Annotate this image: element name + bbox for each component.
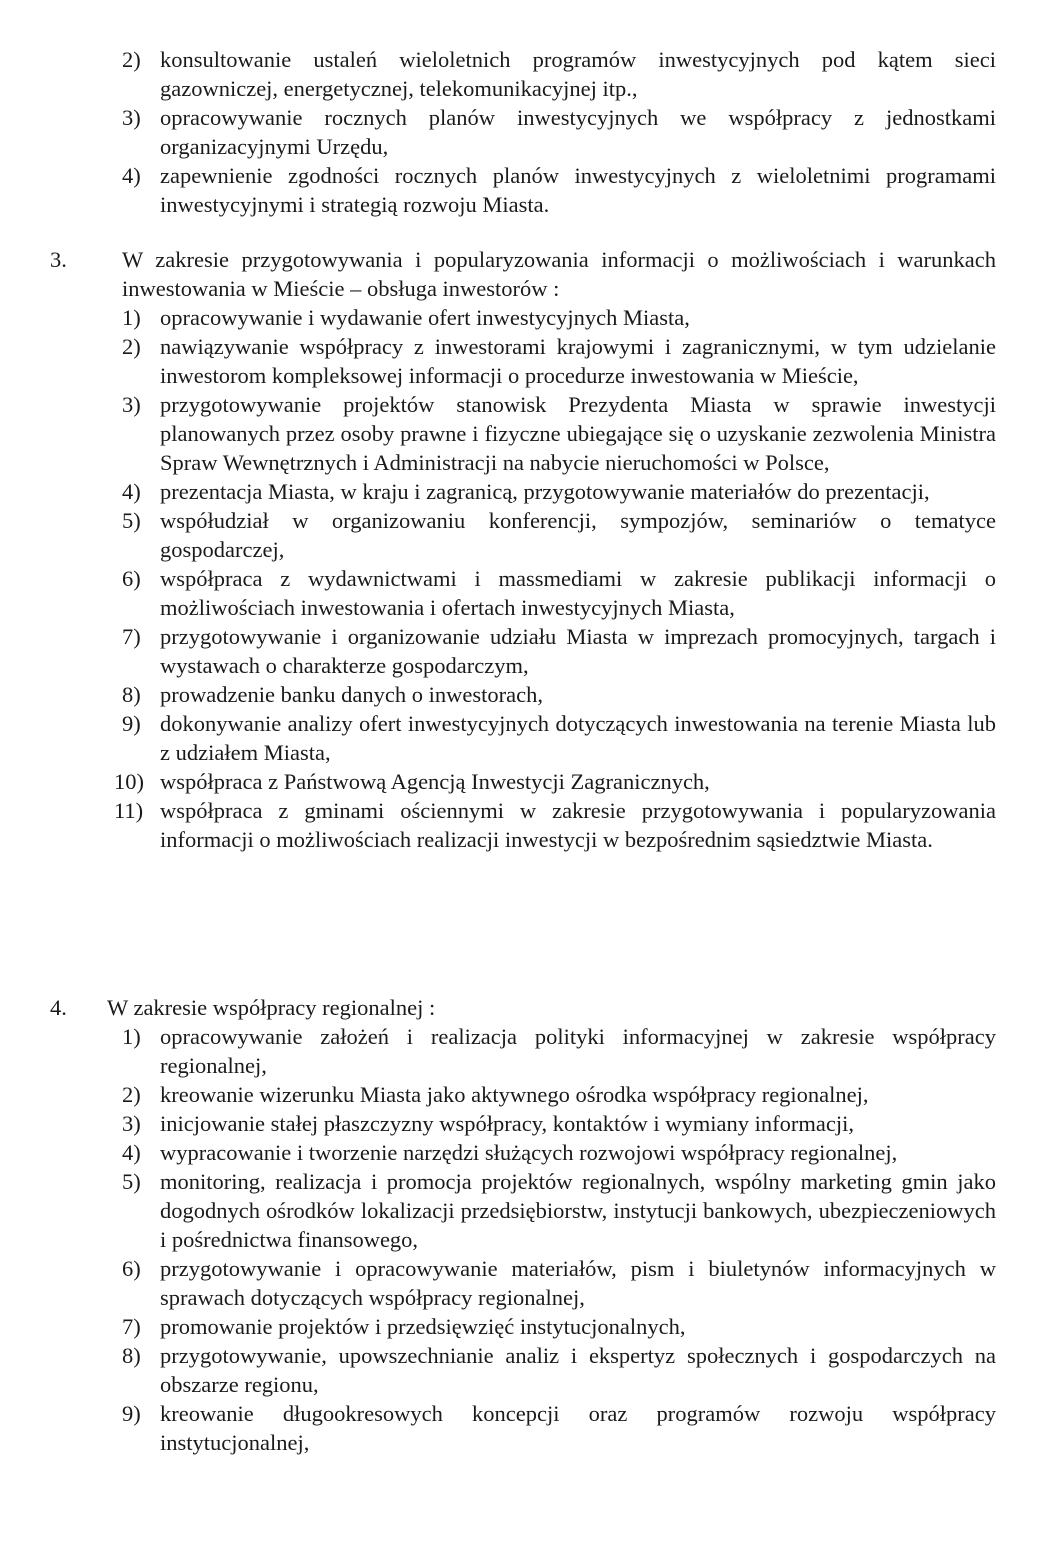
list-item [0, 709, 1048, 767]
list-item [0, 1341, 1048, 1399]
list-item [0, 332, 1048, 390]
continued-list [0, 45, 1048, 219]
section-4-item-list [0, 1022, 1048, 1457]
item-number: 4) [122, 1140, 141, 1165]
section-heading [0, 245, 1048, 303]
section-heading [0, 993, 1048, 1022]
item-text: prezentacja Miasta, w kraju i zagranicą, przygotowywanie materiałów do prezentacji, [160, 479, 930, 504]
section-heading-text: W zakresie przygotowywania i popularyzowania informacji o możliwościach i warunkach inwestowania w Mieście – obsługa inwestorów : [122, 247, 996, 301]
item-text: konsultowanie ustaleń wieloletnich programów inwestycyjnych pod kątem sieci gazowniczej, energetycznej, telekomunikacyjnej itp., [160, 47, 996, 101]
item-number: 4) [122, 163, 141, 188]
item-number: 1) [122, 305, 141, 330]
list-item [0, 1138, 1048, 1167]
list-item [0, 1399, 1048, 1457]
item-number: 9) [122, 711, 141, 736]
item-number: 4) [122, 479, 141, 504]
item-text: zapewnienie zgodności rocznych planów inwestycyjnych z wieloletnimi programami inwestycyjnymi i strategią rozwoju Miasta. [160, 163, 996, 217]
item-number: 10) [114, 769, 144, 794]
item-text: kreowanie długookresowych koncepcji oraz programów rozwoju współpracy instytucjonalnej, [160, 1401, 996, 1455]
list-item [0, 506, 1048, 564]
list-item [0, 45, 1048, 103]
item-text: przygotowywanie i organizowanie udziału Miasta w imprezach promocyjnych, targach i wystawach o charakterze gospodarczym, [160, 624, 996, 678]
list-item [0, 1022, 1048, 1080]
list-item [0, 1312, 1048, 1341]
item-text: przygotowywanie i opracowywanie materiałów, pism i biuletynów informacyjnych w sprawach dotyczących współpracy regionalnej, [160, 1256, 996, 1310]
item-number: 3) [122, 392, 141, 417]
item-number: 2) [122, 334, 141, 359]
list-item [0, 103, 1048, 161]
top-item-list [0, 45, 1048, 219]
list-item [0, 303, 1048, 332]
item-number: 1) [122, 1024, 141, 1049]
item-number: 9) [122, 1401, 141, 1426]
item-text: prowadzenie banku danych o inwestorach, [160, 682, 543, 707]
item-number: 3) [122, 1111, 141, 1136]
section-heading-text: W zakresie współpracy regionalnej : [107, 995, 436, 1020]
item-text: przygotowywanie, upowszechnianie analiz i ekspertyz społecznych i gospodarczych na obszarze regionu, [160, 1343, 996, 1397]
list-item [0, 1080, 1048, 1109]
list-item [0, 390, 1048, 477]
item-text: monitoring, realizacja i promocja projektów regionalnych, wspólny marketing gmin jako dogodnych ośrodków lokalizacji przedsiębiorstw, instytucji bankowych, ubezpieczeniowych i pośrednictwa finansowego, [160, 1169, 996, 1252]
item-text: opracowywanie założeń i realizacja polityki informacyjnej w zakresie współpracy regionalnej, [160, 1024, 996, 1078]
item-number: 2) [122, 47, 141, 72]
item-text: opracowywanie rocznych planów inwestycyjnych we współpracy z jednostkami organizacyjnymi Urzędu, [160, 105, 996, 159]
item-text: współpraca z wydawnictwami i massmediami w zakresie publikacji informacji o możliwościach inwestowania i ofertach inwestycyjnych Miasta, [160, 566, 996, 620]
item-number: 5) [122, 1169, 141, 1194]
list-item [0, 564, 1048, 622]
list-item [0, 1167, 1048, 1254]
item-text: inicjowanie stałej płaszczyzny współpracy, kontaktów i wymiany informacji, [160, 1111, 854, 1136]
item-number: 3) [122, 105, 141, 130]
list-item [0, 161, 1048, 219]
item-number: 8) [122, 682, 141, 707]
item-text: promowanie projektów i przedsięwzięć instytucjonalnych, [160, 1314, 686, 1339]
section-3-item-list [0, 303, 1048, 854]
list-item [0, 477, 1048, 506]
item-number: 11) [114, 798, 144, 823]
item-number: 2) [122, 1082, 141, 1107]
item-text: nawiązywanie współpracy z inwestorami krajowymi i zagranicznymi, w tym udzielanie inwestorom kompleksowej informacji o procedurze inwestowania w Mieście, [160, 334, 996, 388]
item-text: przygotowywanie projektów stanowisk Prezydenta Miasta w sprawie inwestycji planowanych przez osoby prawne i fizyczne ubiegające się o uzyskanie zezwolenia Ministra Spraw Wewnętrznych i Administracji na nabycie nieruchomości w Polsce, [160, 392, 996, 475]
list-item [0, 680, 1048, 709]
item-text: wypracowanie i tworzenie narzędzi służących rozwojowi współpracy regionalnej, [160, 1140, 898, 1165]
list-item [0, 767, 1048, 796]
item-number: 6) [122, 1256, 141, 1281]
item-text: współpraca z gminami ościennymi w zakresie przygotowywania i popularyzowania informacji o możliwościach realizacji inwestycji w bezpośrednim sąsiedztwie Miasta. [160, 798, 996, 852]
list-item [0, 1254, 1048, 1312]
item-text: współpraca z Państwową Agencją Inwestycji Zagranicznych, [160, 769, 710, 794]
section-4 [0, 993, 1048, 1457]
section-3 [0, 245, 1048, 854]
item-text: kreowanie wizerunku Miasta jako aktywnego ośrodka współpracy regionalnej, [160, 1082, 869, 1107]
item-text: opracowywanie i wydawanie ofert inwestycyjnych Miasta, [160, 305, 690, 330]
item-number: 7) [122, 624, 141, 649]
item-number: 8) [122, 1343, 141, 1368]
item-number: 7) [122, 1314, 141, 1339]
item-text: współudział w organizowaniu konferencji, sympozjów, seminariów o tematyce gospodarczej, [160, 508, 996, 562]
item-text: dokonywanie analizy ofert inwestycyjnych dotyczących inwestowania na terenie Miasta lub z udziałem Miasta, [160, 711, 996, 765]
item-number: 5) [122, 508, 141, 533]
list-item [0, 1109, 1048, 1138]
list-item [0, 796, 1048, 854]
item-number: 6) [122, 566, 141, 591]
section-number: 4. [50, 995, 67, 1020]
section-number: 3. [50, 247, 67, 272]
list-item [0, 622, 1048, 680]
